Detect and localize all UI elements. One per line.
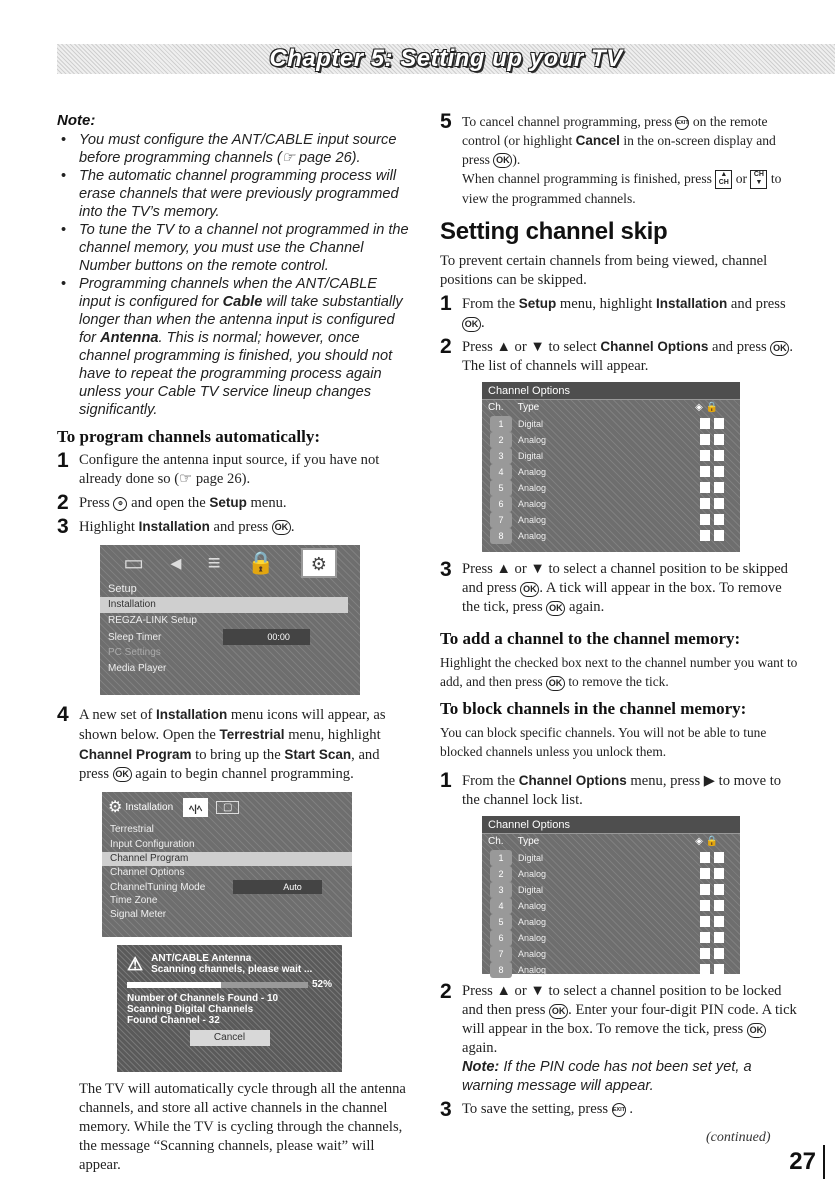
channel-type: Digital <box>518 885 544 896</box>
channel-rows <box>482 850 740 978</box>
channel-row[interactable] <box>482 866 740 882</box>
block-step-1: 1 From the Channel Options menu, press ▶ to move to the channel lock list. <box>440 769 782 809</box>
menu-item: Channel Options <box>110 867 185 878</box>
channel-options-title: Channel Options <box>482 816 740 834</box>
gear-icon: ⚙ <box>108 799 123 816</box>
channel-type: Analog <box>518 917 547 928</box>
preferences-icon: ≡ <box>207 550 221 575</box>
channel-number: 2 <box>490 432 512 448</box>
channel-type: Analog <box>518 901 547 912</box>
lock-checkbox[interactable] <box>714 418 724 429</box>
note-item: • To tune the TV to a channel not programmed in the channel memory, you must use the Channel Number buttons on the remote control. <box>57 221 412 275</box>
scan-dialog <box>117 945 342 1072</box>
lock-checkbox[interactable] <box>714 916 724 927</box>
skip-lock-icons: ◈ 🔒 <box>695 402 718 414</box>
channel-type: Analog <box>518 531 547 542</box>
skip-step-2: 2 Press ▲ or ▼ to select Channel Options and press OK . The list of channels will appear. <box>440 335 793 375</box>
channel-number: 5 <box>490 480 512 496</box>
scan-source: ANT/CABLE Antenna <box>151 953 252 964</box>
channel-number: 8 <box>490 528 512 544</box>
lock-checkbox[interactable] <box>714 884 724 895</box>
skip-checkbox[interactable] <box>700 868 710 879</box>
channel-type: Analog <box>518 869 547 880</box>
left-column <box>57 112 412 1175</box>
step-4: 4 A new set of Installation menu icons will appear, as shown below. Open the Terrestrial menu, highlight Channel Program to bring up the Start Scan, and press OK again to begin channel programming. <box>57 703 386 782</box>
add-title: To add a channel to the channel memory: <box>440 629 741 649</box>
picture-icon: ▭ <box>123 550 144 575</box>
channel-row[interactable] <box>482 448 740 464</box>
step-3: 3 Highlight Installation and press OK . <box>57 515 295 538</box>
block-text: You can block specific channels. You will not be able to tune blocked channels unless you unlock them. <box>440 725 767 760</box>
setup-gear-icon: ⚙ <box>301 548 337 578</box>
menu-item: PC Settings <box>108 647 161 658</box>
menu-item: Signal Meter <box>110 909 167 920</box>
channel-number: 7 <box>490 946 512 962</box>
note-list <box>57 131 412 419</box>
menu-item: Sleep Timer 00:00 <box>100 629 360 645</box>
skip-checkbox[interactable] <box>700 466 710 477</box>
note-item: • The automatic channel programming process will erase channels that were previously programmed into the TV’s memory. <box>57 167 412 221</box>
closing-text: The TV will automatically cycle through all the antenna channels, and store all active channels in the channel memory. While the TV is cycling through the channels, the message “Scanning channels, please wait” will appear. <box>79 1081 406 1173</box>
sound-icon: ◂ <box>170 550 182 575</box>
step-2: 2 Press ⚙ and open the Setup menu. <box>57 491 287 514</box>
skip-checkbox[interactable] <box>700 530 710 541</box>
terrestrial-icon: ﾍ|ﾍ <box>183 798 208 817</box>
menu-item: REGZA-LINK Setup <box>108 615 197 626</box>
skip-checkbox[interactable] <box>700 964 710 975</box>
channel-type: Analog <box>518 949 547 960</box>
skip-checkbox[interactable] <box>700 418 710 429</box>
scan-progress-bar <box>127 982 308 988</box>
exit-button-icon: EXIT <box>675 116 689 130</box>
block-step-2: 2 Press ▲ or ▼ to select a channel position to be locked and then press OK . Enter your four-digit PIN code. A tick will appear in the box. To remove the tick, press OK again. Note: If the PIN code has not been set yet, a warning message will appear. <box>440 980 797 1095</box>
channel-number: 3 <box>490 882 512 898</box>
channel-number: 6 <box>490 496 512 512</box>
skip-checkbox[interactable] <box>700 482 710 493</box>
setup-button-icon: ⚙ <box>113 497 127 511</box>
lock-checkbox[interactable] <box>714 868 724 879</box>
skip-checkbox[interactable] <box>700 932 710 943</box>
ok-button-icon: OK <box>272 520 291 535</box>
channel-type: Digital <box>518 853 544 864</box>
scanning-digital: Scanning Digital Channels <box>127 1004 254 1015</box>
channel-number: 4 <box>490 464 512 480</box>
lock-checkbox[interactable] <box>714 852 724 863</box>
skip-checkbox[interactable] <box>700 434 710 445</box>
chapter-banner <box>57 44 835 74</box>
ch-up-icon: ▲ CH <box>715 170 732 189</box>
lock-checkbox[interactable] <box>714 482 724 493</box>
skip-checkbox[interactable] <box>700 900 710 911</box>
lock-checkbox[interactable] <box>714 450 724 461</box>
note-label: Note: <box>57 112 96 129</box>
skip-checkbox[interactable] <box>700 916 710 927</box>
channel-type: Analog <box>518 933 547 944</box>
channel-number: 5 <box>490 914 512 930</box>
skip-checkbox[interactable] <box>700 450 710 461</box>
lock-checkbox[interactable] <box>714 514 724 525</box>
menu-item: Input Configuration <box>110 839 195 850</box>
channel-type: Analog <box>518 435 547 446</box>
skip-checkbox[interactable] <box>700 514 710 525</box>
lock-checkbox[interactable] <box>714 948 724 959</box>
channel-options-title: Channel Options <box>482 382 740 400</box>
channel-type: Digital <box>518 451 544 462</box>
lock-checkbox[interactable] <box>714 434 724 445</box>
channel-row[interactable] <box>482 416 740 432</box>
skip-step-3: 3 Press ▲ or ▼ to select a channel position to be skipped and press OK . A tick will appear in the box. To remove the tick, press OK again. <box>440 558 788 616</box>
channel-row[interactable] <box>482 512 740 528</box>
lock-checkbox[interactable] <box>714 466 724 477</box>
lock-checkbox[interactable] <box>714 900 724 911</box>
scan-message: Scanning channels, please wait ... <box>151 964 313 975</box>
channel-number: 2 <box>490 866 512 882</box>
channels-found: Number of Channels Found - 10 <box>127 993 279 1004</box>
scan-percent: 52% <box>311 979 332 990</box>
channel-number: 7 <box>490 512 512 528</box>
note-item: • Programming channels when the ANT/CABLE input is configured for Cable will take substantially longer than when the antenna input is configured for Antenna. This is normal; however, once channel programming is finished, you should not have to repeat the programming process again unless your Cable TV service lineup changes significantly. <box>57 275 412 419</box>
channel-type: Analog <box>518 965 547 976</box>
channel-type: Analog <box>518 467 547 478</box>
lock-checkbox[interactable] <box>714 964 724 975</box>
channel-options-header: Ch. Type ◈ 🔒 <box>482 834 740 850</box>
block-step-3: 3 To save the setting, press EXIT . <box>440 1098 634 1122</box>
channel-type: Digital <box>518 419 544 430</box>
installation-screen <box>102 792 352 937</box>
skip-checkbox[interactable] <box>700 884 710 895</box>
menu-item: Installation <box>100 597 348 613</box>
channel-row[interactable] <box>482 496 740 512</box>
network-icon: ▢ <box>216 801 239 814</box>
channel-number: 4 <box>490 898 512 914</box>
channel-row[interactable] <box>482 432 740 448</box>
note-label: Note: <box>462 1059 500 1076</box>
page-number: 27 <box>789 1148 816 1175</box>
channel-row[interactable] <box>482 962 740 978</box>
channel-row[interactable] <box>482 946 740 962</box>
block-title: To block channels in the channel memory: <box>440 699 747 719</box>
found-channel: Found Channel - 32 <box>127 1015 220 1026</box>
channel-row[interactable] <box>482 464 740 480</box>
channel-type: Analog <box>518 515 547 526</box>
channel-number: 8 <box>490 962 512 978</box>
channel-options-header: Ch. Type ◈ 🔒 <box>482 400 740 416</box>
ch-down-icon: CH ▼ <box>750 170 767 189</box>
page-number-bar <box>823 1145 825 1179</box>
add-text: Highlight the checked box next to the channel number you want to add, and then press OK to remove the tick. <box>440 655 798 690</box>
setup-screen <box>100 545 360 695</box>
channel-row[interactable] <box>482 898 740 914</box>
skip-checkbox[interactable] <box>700 498 710 509</box>
channel-lock-screen <box>482 816 740 974</box>
channel-number: 3 <box>490 448 512 464</box>
skip-intro: To prevent certain channels from being viewed, channel positions can be skipped. <box>440 253 768 289</box>
channel-row[interactable] <box>482 528 740 544</box>
channel-number: 1 <box>490 416 512 432</box>
channel-type: Analog <box>518 483 547 494</box>
lock-checkbox[interactable] <box>714 530 724 541</box>
channel-rows <box>482 416 740 544</box>
cancel-button[interactable]: Cancel <box>190 1030 270 1046</box>
skip-checkbox[interactable] <box>700 852 710 863</box>
lock-checkbox[interactable] <box>714 932 724 943</box>
section-title: To program channels automatically: <box>57 427 321 446</box>
skip-lock-icons: ◈ 🔒 <box>695 836 718 848</box>
channel-type: Analog <box>518 499 547 510</box>
step-5: 5 To cancel channel programming, press EXIT on the remote control (or highlight Cancel in the on-screen display and press OK ). When channel programming is finished, press ▲ CH or CH ▼ to view the programmed channels. <box>440 110 782 207</box>
menu-title: Setup <box>108 583 137 595</box>
channel-row[interactable] <box>482 930 740 946</box>
menu-item: Time Zone <box>110 895 158 906</box>
chapter-title: Chapter 5: Setting up your TV <box>269 45 623 72</box>
channel-number: 6 <box>490 930 512 946</box>
channel-row[interactable] <box>482 480 740 496</box>
channel-options-screen <box>482 382 740 552</box>
channel-row[interactable] <box>482 882 740 898</box>
skip-step-1: 1 From the Setup menu, highlight Installation and press OK . <box>440 292 786 332</box>
right-column <box>440 112 800 1124</box>
menu-item: ChannelTuning Mode Auto <box>102 880 352 894</box>
installation-title: Installation <box>125 801 174 813</box>
scan-progress-fill <box>127 982 221 988</box>
menu-item: Media Player <box>108 663 167 674</box>
lock-icon: 🔒 <box>247 550 275 575</box>
continued-label: (continued) <box>706 1130 771 1145</box>
step-1: 1 Configure the antenna input source, if you have not already done so (☞ page 26). <box>57 449 380 487</box>
note-item: • You must configure the ANT/CABLE input source before programming channels (☞ page 26). <box>57 131 412 167</box>
channel-number: 1 <box>490 850 512 866</box>
channel-row[interactable] <box>482 850 740 866</box>
skip-checkbox[interactable] <box>700 948 710 959</box>
skip-title: Setting channel skip <box>440 218 668 246</box>
menu-icon-bar <box>100 545 360 581</box>
warning-icon: ⚠ <box>127 953 144 974</box>
lock-checkbox[interactable] <box>714 498 724 509</box>
channel-row[interactable] <box>482 914 740 930</box>
menu-item: Channel Program <box>102 852 352 866</box>
menu-item: Terrestrial <box>110 824 154 835</box>
